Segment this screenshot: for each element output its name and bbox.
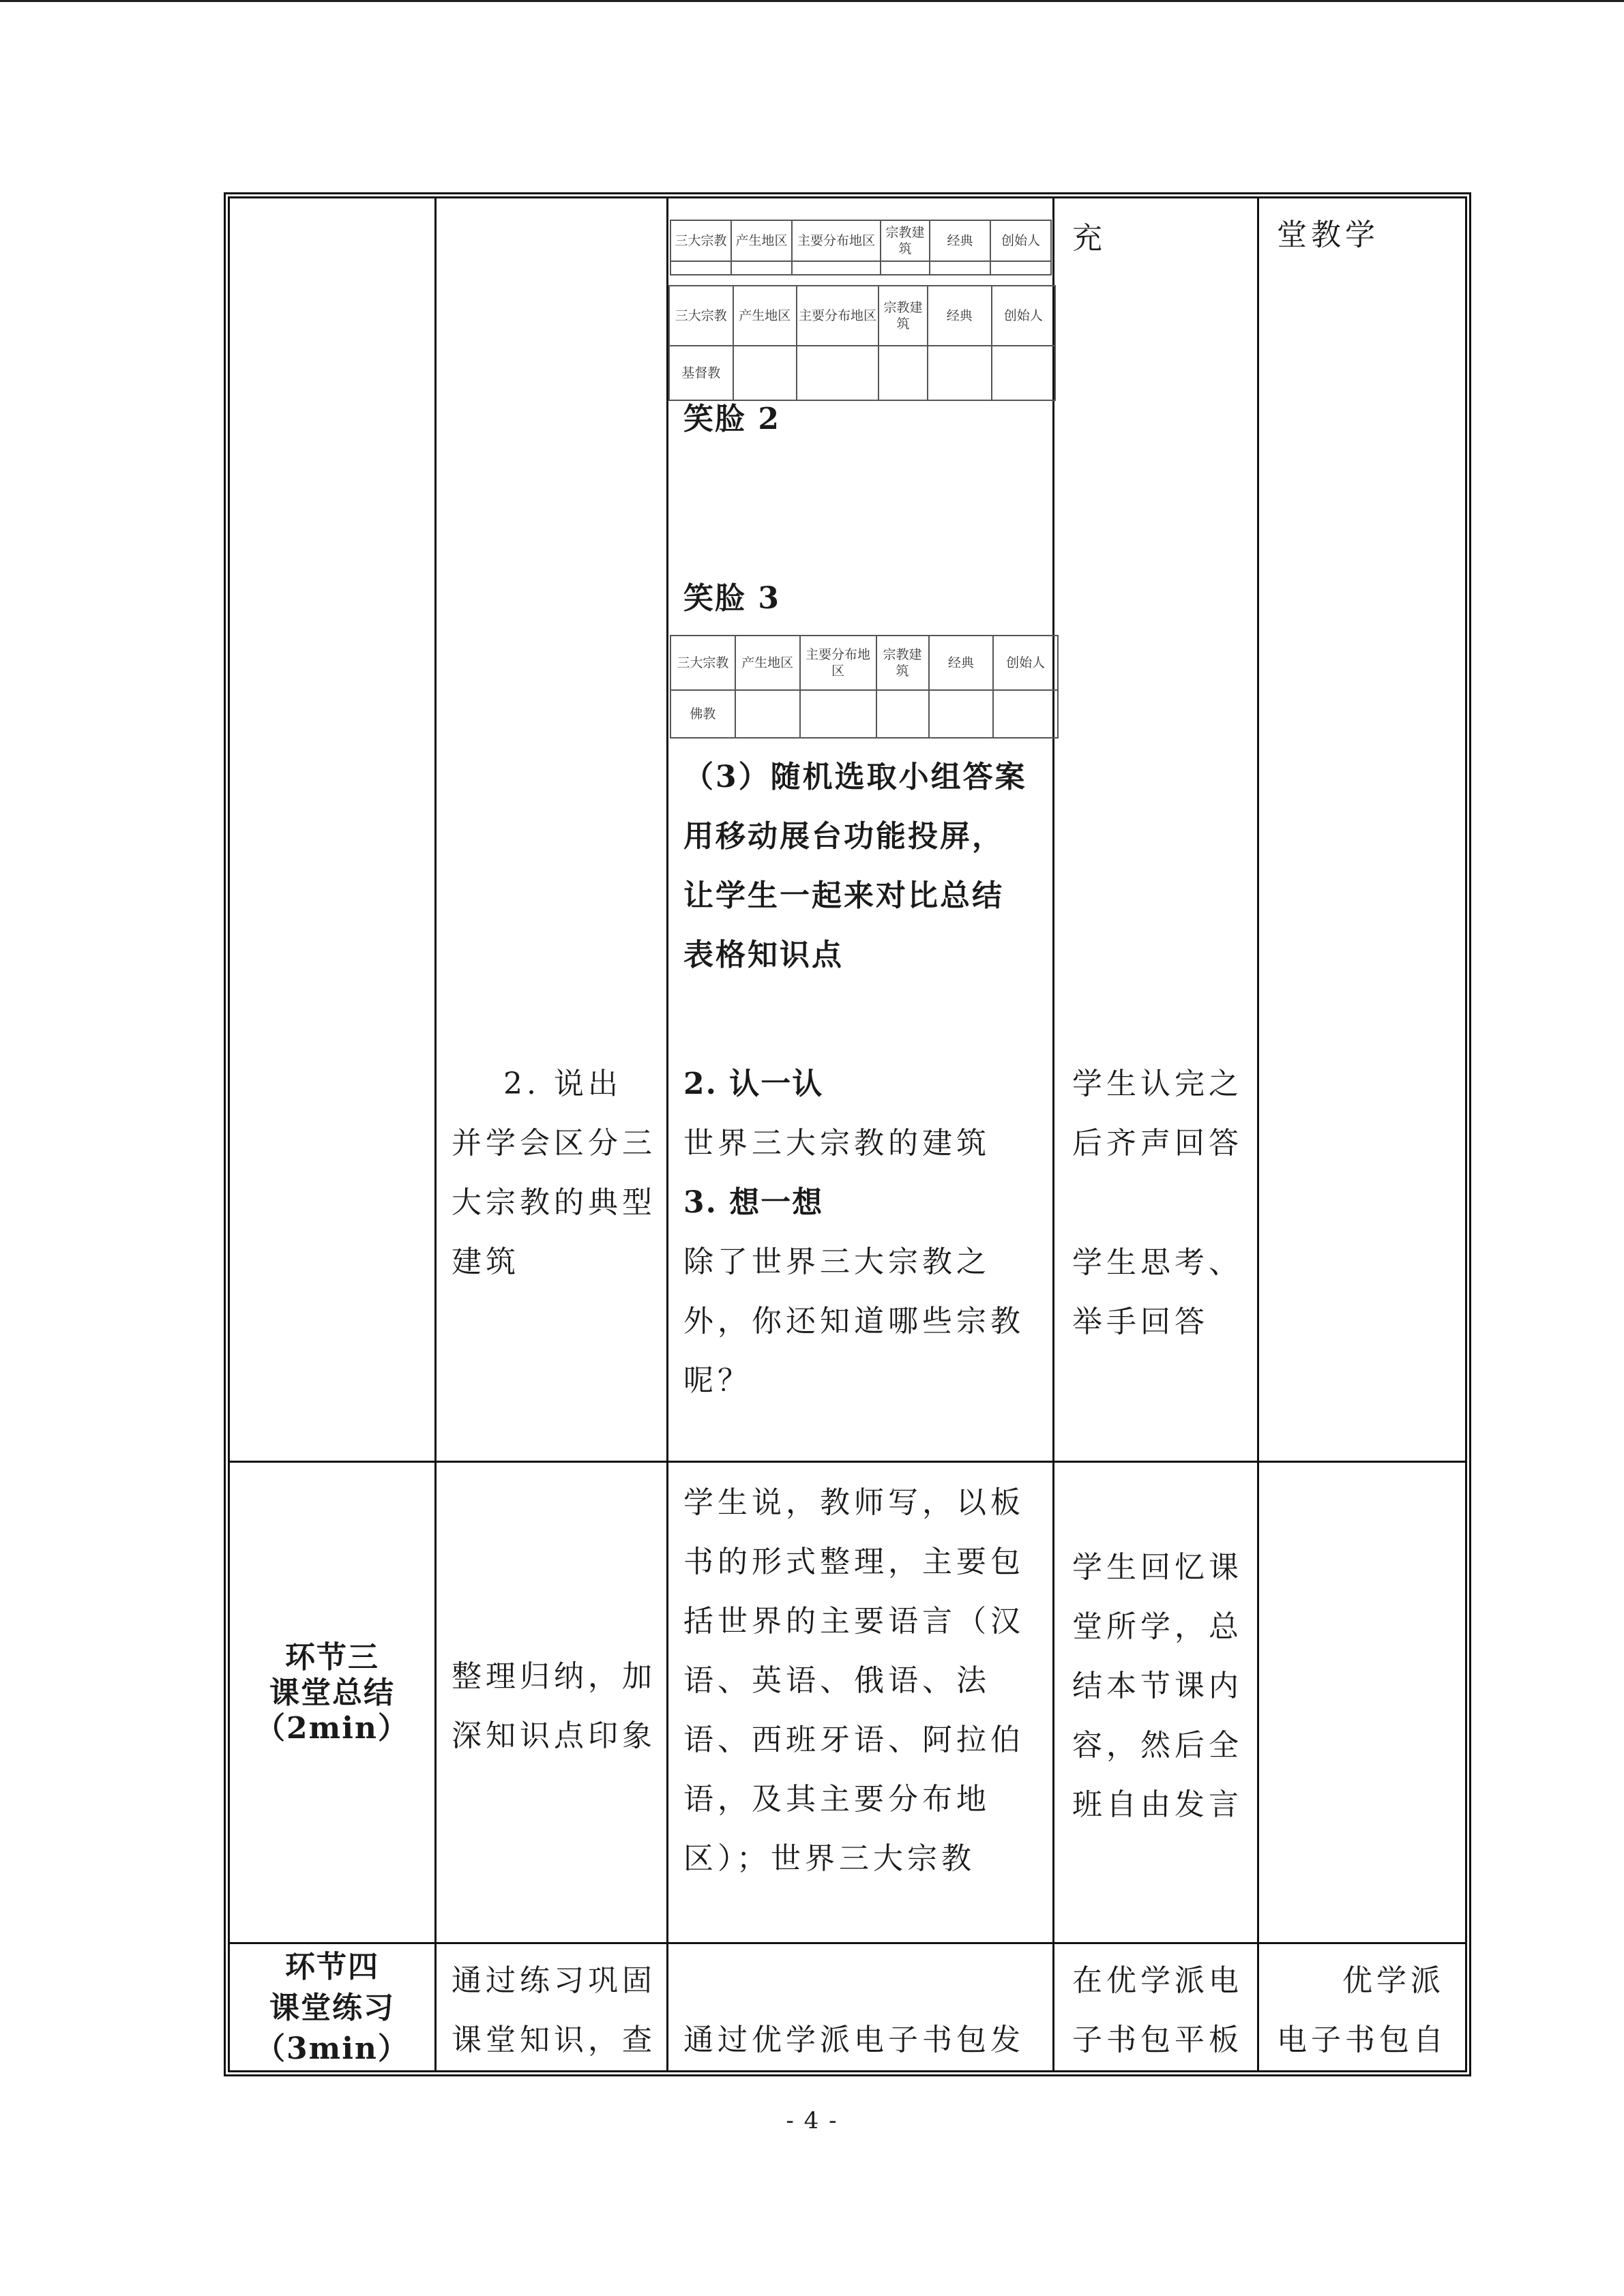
mini-header: 产生地区 xyxy=(731,220,792,261)
row2-design-cell xyxy=(1258,1462,1466,1943)
table-row xyxy=(229,1943,1466,2072)
design-line: 优学派 xyxy=(1342,1963,1445,1998)
goal-line: 深知识点印象 xyxy=(452,1718,656,1753)
row1-student-cell xyxy=(1054,198,1258,1462)
mini-header: 三大宗教 xyxy=(669,286,733,346)
mini-header: 宗教建筑 xyxy=(876,636,929,690)
goal-line: 2. 说出 xyxy=(503,1067,622,1101)
goal-line: 课堂知识，查 xyxy=(452,2023,656,2057)
top-rule xyxy=(0,0,1624,2)
row3-teacher-cell xyxy=(668,1943,1054,2072)
student-line: 结本节课内 xyxy=(1072,1669,1243,1703)
row1-goal-cell xyxy=(436,198,668,1462)
row2-student-cell xyxy=(1054,1462,1258,1943)
mini-header: 产生地区 xyxy=(733,286,797,346)
mini-header: 主要分布地区 xyxy=(792,220,881,261)
mini-header: 三大宗教 xyxy=(670,636,735,690)
student-response-b xyxy=(1072,1233,1243,1352)
row2-goal-cell xyxy=(436,1462,668,1943)
mini-header: 经典 xyxy=(930,220,990,261)
summary-line: 括世界的主要语言（汉 xyxy=(683,1604,1024,1639)
summary-line: 书的形式整理，主要包 xyxy=(683,1545,1024,1579)
summary-line: 学生说，教师写，以板 xyxy=(683,1485,1024,1520)
student-line: 在优学派电 xyxy=(1072,1963,1243,1998)
row1-stage-cell xyxy=(229,198,436,1462)
student-line: 学生思考、 xyxy=(1072,1245,1243,1280)
student-top-text: 充 xyxy=(1072,221,1106,256)
student-line: 后齐声回答 xyxy=(1072,1126,1243,1161)
lesson-plan-table xyxy=(228,196,1467,2072)
stage-line: 环节三 xyxy=(285,1640,379,1675)
mini-header: 创始人 xyxy=(993,636,1058,690)
student-line: 学生认完之 xyxy=(1072,1067,1243,1101)
section-title-renyiren: 2. 认一认 xyxy=(683,1067,824,1101)
row1-design-cell xyxy=(1258,198,1466,1462)
stage-line: （2min） xyxy=(255,1711,409,1746)
student-response-a xyxy=(1072,1054,1243,1173)
summary-line: 区）；世界三大宗教 xyxy=(683,1841,975,1876)
row1-teacher-cell xyxy=(668,198,1054,1462)
instruction-line: 表格知识点 xyxy=(683,938,844,972)
religion-mini-table-3 xyxy=(670,635,1059,739)
mini-header: 经典 xyxy=(928,286,992,346)
student-line: 班自由发言 xyxy=(1072,1787,1243,1822)
table-row xyxy=(229,1462,1466,1943)
row3-student-cell xyxy=(1054,1943,1258,2072)
smile-3-label: 笑脸 3 xyxy=(683,581,780,616)
student-line: 学生回忆课 xyxy=(1072,1550,1243,1585)
goal-line: 并学会区分三 xyxy=(452,1126,656,1161)
section-text: 世界三大宗教的建筑 xyxy=(683,1126,990,1161)
section-text: 除了世界三大宗教之 xyxy=(683,1244,990,1279)
row2-teacher-cell xyxy=(668,1462,1054,1943)
section-text: 呢？ xyxy=(683,1363,752,1398)
stage-label xyxy=(230,1640,434,1746)
practice-text: 通过优学派电子书包发 xyxy=(683,2023,1024,2057)
compare-instructions xyxy=(683,747,1027,985)
stage-line: （3min） xyxy=(255,2031,409,2066)
activity-block xyxy=(683,1054,1024,1410)
goal-line: 通过练习巩固 xyxy=(452,1963,656,1998)
section-text: 外，你还知道哪些宗教 xyxy=(683,1304,1024,1339)
row3-goal-cell xyxy=(436,1943,668,2072)
goal-line: 大宗教的典型 xyxy=(452,1185,656,1220)
mini-row-label: 佛教 xyxy=(670,690,735,738)
mini-row-label: 基督教 xyxy=(669,346,733,400)
row3-design-cell xyxy=(1258,1943,1466,2072)
religion-mini-table-1 xyxy=(670,220,1052,275)
goal-line: 建筑 xyxy=(452,1244,520,1279)
row3-stage-cell xyxy=(229,1943,436,2072)
design-top-text: 堂教学 xyxy=(1277,218,1379,252)
row2-stage-cell xyxy=(229,1462,436,1943)
mini-header: 宗教建筑 xyxy=(879,286,928,346)
religion-mini-table-2 xyxy=(668,285,1056,401)
table-row xyxy=(229,198,1466,1462)
mini-header: 三大宗教 xyxy=(670,220,731,261)
page-number: - 4 - xyxy=(786,2107,838,2134)
mini-header: 主要分布地区 xyxy=(797,286,879,346)
student-line: 容，然后全 xyxy=(1072,1728,1243,1763)
instruction-line: 用移动展台功能投屏， xyxy=(683,819,1004,854)
summary-line: 语、英语、俄语、法 xyxy=(683,1663,990,1698)
design-line: 电子书包自 xyxy=(1277,2023,1447,2057)
instruction-line: 让学生一起来对比总结 xyxy=(683,878,1004,913)
mini-header: 产生地区 xyxy=(735,636,800,690)
mini-header: 经典 xyxy=(929,636,994,690)
stage-line: 环节四 xyxy=(285,1950,379,1984)
smile-2-label: 笑脸 2 xyxy=(683,402,780,436)
mini-header: 主要分布地区 xyxy=(800,636,876,690)
stage-line: 课堂总结 xyxy=(269,1675,395,1710)
stage-label xyxy=(230,1947,434,2070)
section-title-xiangyixiang: 3. 想一想 xyxy=(683,1185,824,1220)
goal-line: 整理归纳，加 xyxy=(452,1659,656,1694)
student-line: 子书包平板 xyxy=(1072,2023,1243,2057)
mini-header: 宗教建筑 xyxy=(881,220,930,261)
stage-line: 课堂练习 xyxy=(269,1991,395,2025)
mini-header: 创始人 xyxy=(992,286,1056,346)
instruction-line: （3）随机选取小组答案 xyxy=(683,760,1027,794)
mini-header: 创始人 xyxy=(990,220,1051,261)
summary-line: 语、西班牙语、阿拉伯 xyxy=(683,1723,1024,1757)
student-line: 堂所学，总 xyxy=(1072,1609,1243,1644)
summary-line: 语，及其主要分布地 xyxy=(683,1782,990,1817)
student-line: 举手回答 xyxy=(1072,1304,1209,1339)
